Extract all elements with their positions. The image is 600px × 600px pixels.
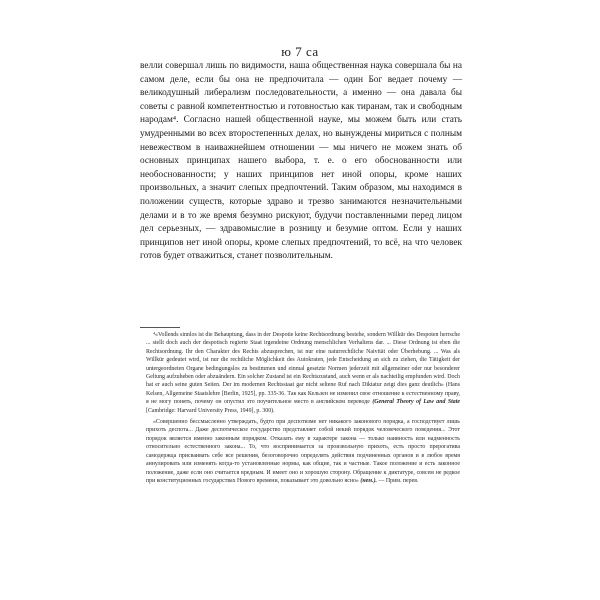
footnotes-block (146, 331, 460, 487)
footnote-2 (146, 418, 460, 485)
footnote-1-text: ⁴«Vollends sinnlos ist die Behauptung, dass in der Despotie keine Rechtsordnung bestehe, sondern Willkür des Despoten herrsche ... stellt doch auch der despotisch regierte Staat irgendeine Ordnung menschlichen Verhaltens dar. ... Diese Ordnung ist eben die Rechtsordnung. Ihr den Charakter des Rechts abzusprechen, ist nur eine naturrechtliche Naivität oder Überhebung. ... Was als Willkür gedeutet wird, ist nur die rechtliche Möglichkeit des Autokraten, jede Entscheidung an sich zu ziehen, die Tätigkeit der untergeordneten Organe bedingungslos zu bestimmen und einmal gesetzte Normen jederzeit mit allgemeiner oder nur besonderer Geltung aufzuheben oder abzuändern. Ein solcher Zustand ist ein Rechtszustand, auch wenn er als nachteilig empfunden wird. Doch hat er auch seine guten Seiten. Der im modernen Rechtsstaat gar nicht seltene Ruf nach Diktatur zeigt dies ganz deutlich» (Hans Kelsen, Allgemeine Staatslehre [Berlin, 1925], pp. 335-36. Так как Кельзен не изменил свое отношение к естественному праву, я не могу понять, почему он опустил это поучительное место в английском переводе (146, 332, 460, 406)
main-text-block (140, 60, 462, 264)
footnote-divider (140, 327, 180, 328)
footnote-1-tail: [Cambridge: Harvard University Press, 1949], p. 300). (146, 407, 275, 414)
body-paragraph: велли совершал лишь по видимости, наша общественная наука совершала бы на самом деле, если бы она не предпочитала — один Бог ведает почему — великодушный либерализм последовательности, а именно — она давала бы советы с равной компетентностью и готовностью как тиранам, так и свободным народам⁴. Согласно нашей общественной науке, мы можем быть или стать умудренными во всех второстепенных делах, но вынуждены мириться с полным невежеством в наиважнейшем отношении — мы ничего не можем знать об основных принципах нашего выбора, т. е. о его обоснованности или необоснованности; у наших принципов нет иной опоры, кроме наших произвольных, а значит слепых предпочтений. Таким образом, мы находимся в положении существ, которые здраво и трезво занимаются незначительными делами и в то же время безумно рискуют, будучи поставленными перед лицом дел серьезных, — здравомыслие в розницу и безумие оптом. Если у наших принципов нет иной опоры, кроме слепых предпочтений, то всё, на что человек готов будет отважиться, станет позволительным. (140, 61, 462, 262)
footnote-2-tail: — Прим. перев. (378, 477, 419, 484)
page-number-header: ю 7 са (281, 44, 319, 59)
footnote-1 (146, 331, 460, 415)
footnote-2-mark: (нем.). (360, 477, 378, 484)
footnote-2-text: «Совершенно бессмысленно утверждать, будто при деспотизме нет никакого законового порядка, а господствует лишь прихоть деспота... Даже деспотическое государство представляет собой некий порядок человеческого поведения... Этот порядок является именно законным порядком. Отказать ему в характере закона — только наивность или надменность относительно естественного закона... То, что воспринимается за произвольную прихоть, есть просто прерогатива самодержца присваивать себе все решения, безоговорочно определять действия подчиненных органов и в любое время аннулировать или изменять когда-то установленные нормы, как общие, так и частные. Такое положение и есть законное положение, даже если оно считается вредным. И имеет оно и хорошую сторону. Обращение к диктатуре, совсем не редкое при конституционных государствах Нового времени, показывает это довольно ясно» (146, 419, 460, 484)
footnote-1-title: (General Theory of Law and State (372, 399, 460, 406)
